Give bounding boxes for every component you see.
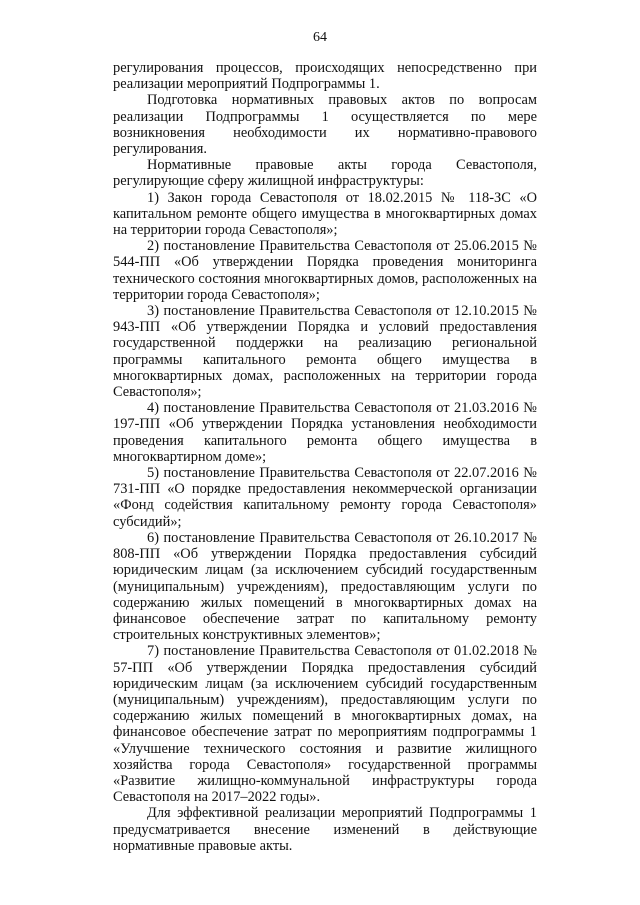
paragraph-conclusion: Для эффективной реализации мероприятий Подпрограммы 1 предусматривается внесение изменений в действующие нормативные правовые акты.: [113, 805, 537, 854]
paragraph-preparation: Подготовка нормативных правовых актов по вопросам реализации Подпрограммы 1 осуществляется по мере возникновения необходимости их нормативно-правового регулирования.: [113, 92, 537, 158]
list-item-6: 6) постановление Правительства Севастополя от 26.10.2017 № 808-ПП «Об утверждении Порядка предоставления субсидий юридическим лицам (за исключением субсидий государственным (муниципальным) учреждениям), предоставляющим услуги по содержанию жилых помещений в многоквартирных домах на финансовое обеспечение затрат по капитальному ремонту строительных конструктивных элементов»;: [113, 529, 537, 644]
page-number: 64: [313, 30, 327, 45]
paragraph-continuation: регулирования процессов, происходящих непосредственно при реализации мероприятий Подпрограммы 1.: [113, 60, 537, 93]
paragraph-acts-intro: Нормативные правовые акты города Севастополя, регулирующие сферу жилищной инфраструктуры:: [113, 157, 537, 190]
list-item-7: 7) постановление Правительства Севастополя от 01.02.2018 № 57-ПП «Об утверждении Порядка предоставления субсидий юридическим лицам (за исключением субсидий государственным (муниципальным) учреждениям), предоставляющим услуги по содержанию жилых помещений в многоквартирных домах, на финансовое обеспечение затрат по мероприятиям подпрограммы 1 «Улучшение технического состояния и развитие жилищного хозяйства города Севастополя» государственной программы «Развитие жилищно-коммунальной инфраструктуры города Севастополя на 2017–2022 годы».: [113, 643, 537, 806]
list-item-5: 5) постановление Правительства Севастополя от 22.07.2016 № 731-ПП «О порядке предоставления некоммерческой организации «Фонд содействия капитальному ремонту города Севастополя» субсидий»;: [113, 465, 537, 530]
list-item-1: 1) Закон города Севастополя от 18.02.2015 № 118-ЗС «О капитальном ремонте общего имущества в многоквартирных домах на территории города Севастополя»;: [113, 189, 537, 239]
list-item-3: 3) постановление Правительства Севастополя от 12.10.2015 № 943-ПП «Об утверждении Порядка и условий предоставления государственной поддержки на реализацию региональной программы капитального ремонта общего имущества в многоквартирных домах, расположенных на территории города Севастополя»;: [113, 303, 537, 401]
list-item-4: 4) постановление Правительства Севастополя от 21.03.2016 № 197-ПП «Об утверждении Порядка установления необходимости проведения капитального ремонта общего имущества в многоквартирном доме»;: [113, 400, 537, 465]
list-item-2: 2) постановление Правительства Севастополя от 25.06.2015 № 544-ПП «Об утверждении Порядка проведения мониторинга технического состояния многоквартирных домов, расположенных на территории города Севастополя»;: [113, 238, 537, 303]
document-body: [113, 60, 537, 854]
